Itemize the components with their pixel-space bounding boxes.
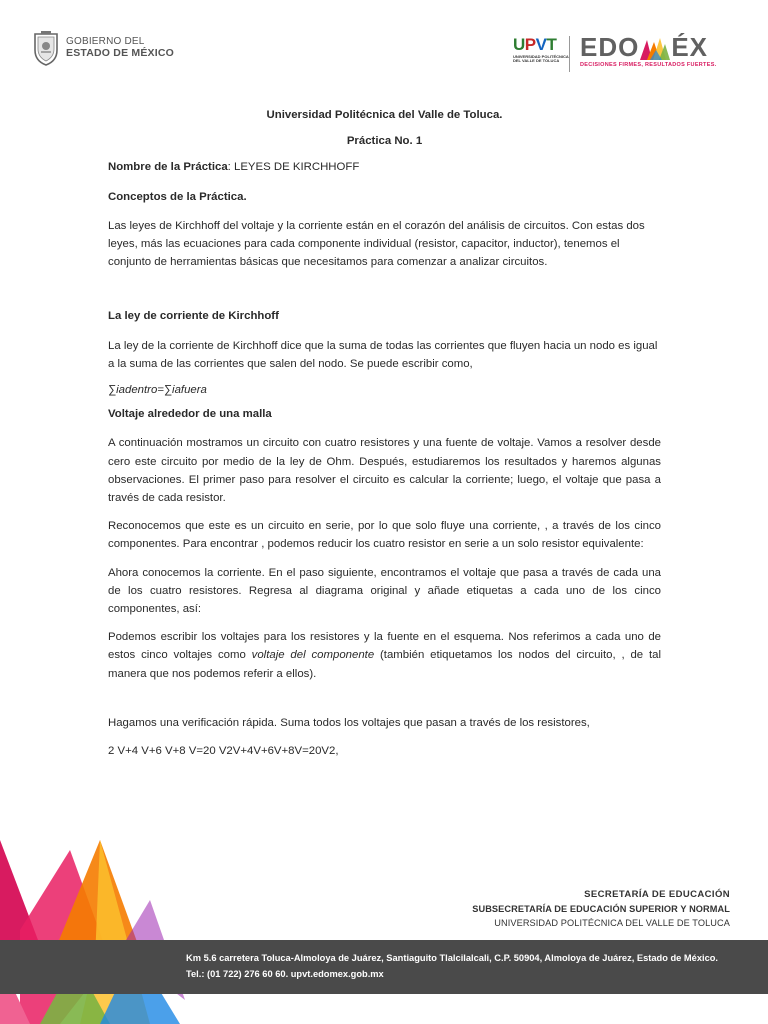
- document-body: [108, 106, 661, 760]
- footer-address: [186, 950, 756, 982]
- upvt-subtitle: UNIVERSIDAD POLITÉCNICA DEL VALLE DE TOLUCA: [513, 54, 569, 64]
- coat-of-arms-icon: [32, 30, 60, 66]
- verify-paragraph: Hagamos una verificación rápida. Suma todos los voltajes que pasan a través de los resistores,: [108, 716, 590, 729]
- edomex-m-icon: [640, 36, 670, 60]
- concepts-heading: Conceptos de la Práctica.: [108, 190, 247, 203]
- edomex-word-right: ÉX: [671, 32, 709, 62]
- gobierno-line1: GOBIERNO DEL: [66, 36, 145, 48]
- gobierno-text: [66, 37, 174, 59]
- verify-formula: 2 V+4 V+6 V+8 V=20 V2V+4V+6V+8V=20V2,: [108, 745, 339, 758]
- kvl-paragraph-3: Ahora conocemos la corriente. En el paso siguiente, encontramos el voltaje que pasa a través de cada una de los cuatro resistores. Regresa al diagrama original y añade etiquetas a cada uno de los cinco componentes, así:: [108, 566, 661, 616]
- edomex-logo: [580, 34, 740, 68]
- kcl-heading: La ley de corriente de Kirchhoff: [108, 310, 279, 323]
- practice-name-value: : LEYES DE KIRCHHOFF: [227, 161, 360, 174]
- gobierno-estado-mexico-logo: [32, 30, 174, 66]
- kvl-heading: Voltaje alrededor de una malla: [108, 408, 272, 421]
- concepts-paragraph: Las leyes de Kirchhoff del voltaje y la corriente están en el corazón del análisis de circuitos. Con estas dos leyes, más las ecuaciones para cada componente individual (resistor, capacitor, inductor), tenemos el conjunto de herramientas básicas que necesitamos para comenzar a analizar circuitos.: [108, 219, 645, 269]
- upvt-letter-p: P: [524, 35, 536, 54]
- upvt-letter-v: V: [535, 35, 547, 54]
- upvt-wordmark: [513, 36, 571, 53]
- upvt-logo: [513, 36, 571, 64]
- edomex-word-left: EDO: [580, 32, 640, 62]
- secretaria-line-3: UNIVERSIDAD POLITÉCNICA DEL VALLE DE TOLUCA: [494, 918, 730, 928]
- kvl-paragraph-4-italic: voltaje del componente: [251, 649, 375, 662]
- upvt-letter-t: T: [546, 35, 557, 54]
- secretaria-line-2: SUBSECRETARÍA DE EDUCACIÓN SUPERIOR Y NORMAL: [472, 904, 730, 914]
- footer-address-line-2: Tel.: (01 722) 276 60 60. upvt.edomex.gob.mx: [186, 969, 384, 979]
- gobierno-line2: ESTADO DE MÉXICO: [66, 46, 175, 59]
- practice-name-label: Nombre de la Práctica: [108, 161, 228, 174]
- secretaria-block: [472, 888, 730, 930]
- kvl-paragraph-4-part-a: Podemos escribir los voltajes para los resistores y la fuente en el esquema. Nos referimos a cada uno de estos cinco voltajes como: [108, 631, 661, 662]
- upvt-letter-u: U: [513, 35, 525, 54]
- header-divider: [569, 36, 570, 72]
- kvl-paragraph-4: [108, 628, 661, 683]
- practice-number: Práctica No. 1: [346, 135, 423, 148]
- kcl-paragraph: La ley de la corriente de Kirchhoff dice que la suma de todas las corrientes que fluyen hacia un nodo es igual a la suma de las corrientes que salen del nodo. Se puede escribir como,: [108, 339, 658, 370]
- kcl-formula: ∑iadentro=∑iafuera: [108, 384, 207, 397]
- edomex-wordmark: [580, 34, 740, 60]
- secretaria-line-1: SECRETARÍA DE EDUCACIÓN: [584, 889, 730, 900]
- kvl-paragraph-4-part-b: (también etiquetamos los nodos del circuito, , de tal manera que nos podemos referir a ellos).: [108, 649, 661, 680]
- footer-address-line-1: Km 5.6 carretera Toluca-Almoloya de Juárez, Santiaguito Tlalcilalcali, C.P. 50904, Almoloya de Juárez, Estado de México.: [186, 953, 719, 963]
- university-title: Universidad Politécnica del Valle de Toluca.: [266, 109, 503, 121]
- kvl-paragraph-1: A continuación mostramos un circuito con cuatro resistores y una fuente de voltaje. Vamos a resolver desde cero este circuito por medio de la ley de Ohm. Después, estudiaremos los resultados y haremos algunas observaciones. El primer paso para resolver el circuito es calcular la corriente; luego, el voltaje que pasa a través de cada resistor.: [108, 437, 661, 505]
- kvl-paragraph-2: Reconocemos que este es un circuito en serie, por lo que solo fluye una corriente, , a través de los cinco componentes. Para encontrar , podemos reducir los cuatro resistor en serie a un solo resistor equivalente:: [108, 520, 661, 551]
- practice-name: [108, 158, 661, 176]
- edomex-tagline: DECISIONES FIRMES, RESULTADOS FUERTES.: [580, 62, 717, 68]
